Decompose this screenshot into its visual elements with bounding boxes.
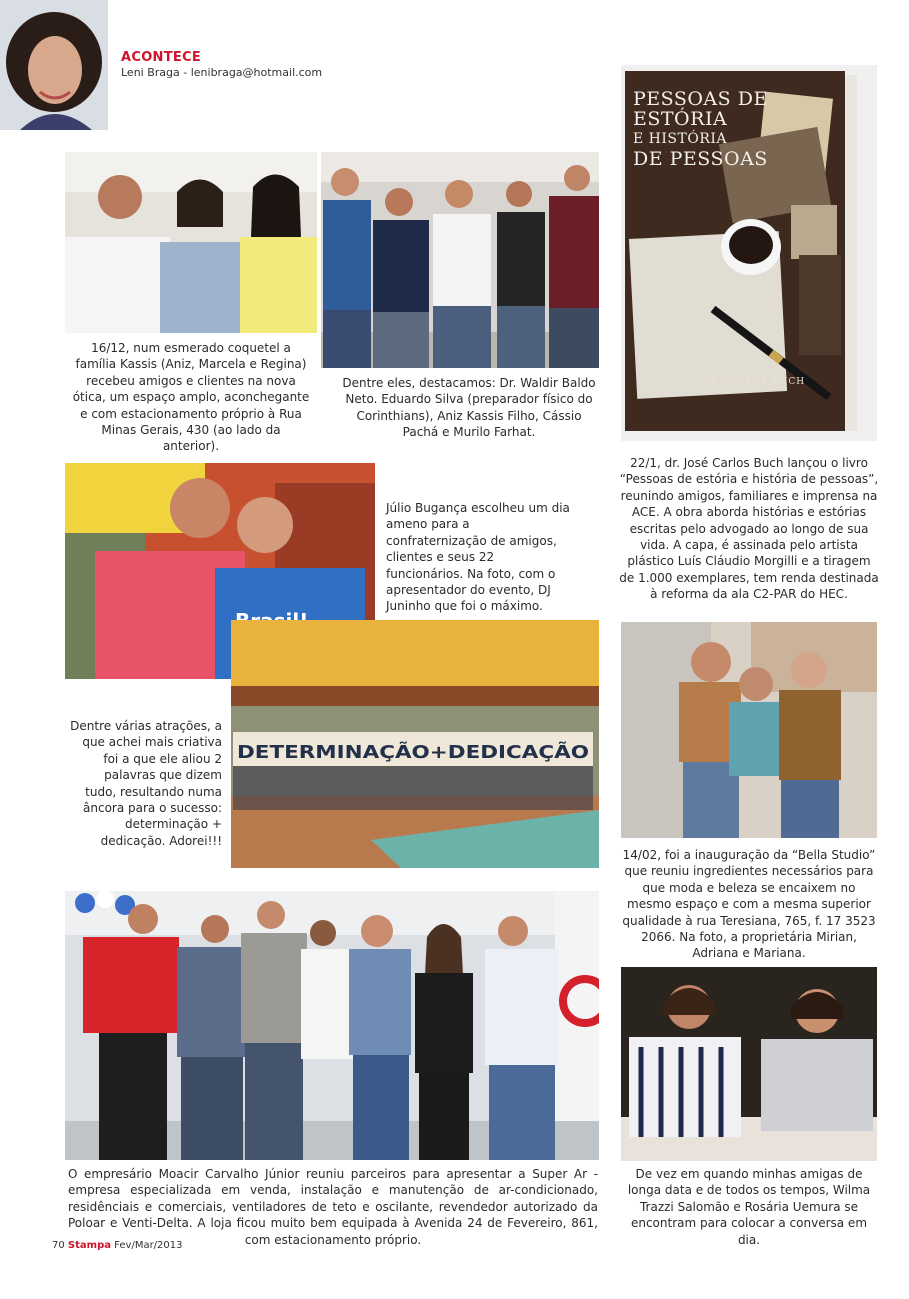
page-number: 70 (52, 1240, 65, 1251)
page-folio (52, 1240, 183, 1251)
magazine-name: Stampa (67, 1240, 111, 1251)
banner-letters: DETERMINAÇÃO+DEDICAÇÃO (237, 742, 533, 763)
photo-book-cover (621, 65, 877, 441)
photo-friends (621, 967, 877, 1161)
caption-superar: O empresário Moacir Carvalho Júnior reuniu parceiros para apresentar a Super Ar - empresa especializada em venda, instalação e manutenção de ar-condicionado, residênciais e comerciais, ventiladores de teto e oscilante, revendedor autorizado da Poloar e Venti-Delta. A loja ficou muito bem equipada à Avenida 24 de Fevereiro, 861, com estacionamento próprio. (68, 1167, 598, 1247)
photo-banner-group (231, 620, 599, 868)
book-author: JOSÉ CARLOS BUCH (691, 377, 806, 387)
caption-kassis: 16/12, num esmerado coquetel a família Kassis (Aniz, Marcela e Regina) recebeu amigos e clientes na nova ótica, um espaço amplo, aconchegante e com estacionamento próprio à Rua Minas Gerais, 430 (ao lado da anterior). (72, 341, 310, 454)
columnist-portrait (0, 0, 108, 130)
section-title: ACONTECE (121, 50, 202, 65)
caption-destacamos: Dentre eles, destacamos: Dr. Waldir Baldo Neto. Eduardo Silva (preparador físico do Corinthians), Aniz Kassis Filho, Cássio Pachá e Murilo Farhat. (342, 376, 596, 440)
columnist-byline: Leni Braga - lenibraga@hotmail.com (121, 66, 323, 79)
caption-bella: 14/02, foi a inauguração da “Bella Studio” que reuniu ingredientes necessários para que moda e beleza se encaixem no mesmo espaço e com a mesma superior qualidade à rua Teresiana, 765, f. 17 3523 2066. Na foto, a proprietária Mirian, Adriana e Mariana. (622, 848, 876, 961)
caption-julio: Júlio Bugança escolheu um dia ameno para a confraternização de amigos, clientes e seus 22 funcionários. Na foto, com o apresentador do evento, DJ Juninho que foi o máximo. (386, 501, 570, 614)
photo-bella-studio (621, 622, 877, 838)
caption-amigas: De vez em quando minhas amigas de longa data e de todos os tempos, Wilma Trazzi Salomão e Rosária Uemura se encontram para colocar a conversa em dia. (627, 1167, 871, 1247)
photo-kassis-family (65, 152, 317, 333)
issue-date: Fev/Mar/2013 (114, 1240, 183, 1251)
photo-guests-group (321, 152, 599, 368)
book-title: PESSOAS DE ESTÓRIA E HISTÓRIA DE PESSOAS (633, 88, 768, 170)
caption-atracoes: Dentre várias atrações, a que achei mais criativa foi a que ele aliou 2 palavras que dizem tudo, resultando numa âncora para o sucesso: determinação + dedicação. Adorei!!! (70, 719, 222, 848)
photo-superar-group (65, 891, 599, 1160)
caption-livro: 22/1, dr. José Carlos Buch lançou o livro “Pessoas de estória e história de pessoas”, reunindo amigos, familiares e imprensa na ACE. A obra aborda histórias e estórias escritas pelo advogado ao longo de sua vida. A capa, é assinada pelo artista plástico Luís Cláudio Morgilli e a tiragem de 1.000 exemplares, tem renda destinada à reforma da ala C2-PAR do HEC. (619, 456, 879, 602)
